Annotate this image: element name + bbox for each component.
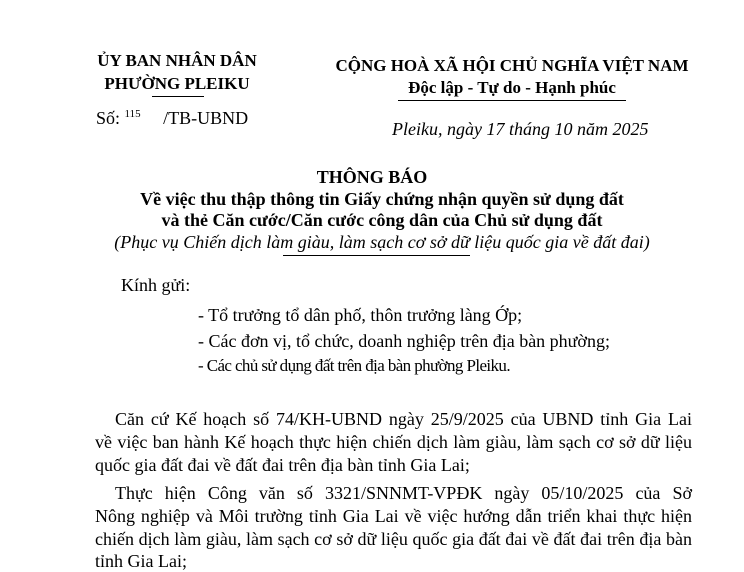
- body-paragraph-1: [95, 408, 692, 454]
- notice-subject-line1: Về việc thu thập thông tin Giấy chứng nhận quyền sử dụng đất: [140, 189, 624, 209]
- agency-name-line1: ỦY BAN NHÂN DÂN: [97, 51, 257, 70]
- paragraph-line: về việc ban hành Kế hoạch thực hiện chiến dịch làm giàu, làm sạch cơ sở dữ liệu: [95, 432, 692, 452]
- subject-underline: [283, 255, 470, 256]
- paragraph-line: tỉnh Gia Lai;: [95, 551, 187, 571]
- date-line: Pleiku, ngày 17 tháng 10 năm 2025: [392, 119, 649, 139]
- paragraph-line: quốc gia đất đai về đất đai trên địa bàn tỉnh Gia Lai;: [95, 455, 470, 475]
- recipient-item: - Các chủ sử dụng đất trên địa bàn phường Pleiku.: [198, 356, 510, 375]
- notice-subject-line3: (Phục vụ Chiến dịch làm giàu, làm sạch cơ sở dữ liệu quốc gia về đất đai): [114, 232, 650, 252]
- recipient-item: - Các đơn vị, tổ chức, doanh nghiệp trên địa bàn phường;: [198, 331, 610, 351]
- document-number: [96, 108, 248, 129]
- motto-underline: [398, 100, 626, 101]
- notice-subject-line2: và thẻ Căn cước/Căn cước công dân của Chủ sử dụng đất: [161, 210, 603, 230]
- recipient-item: - Tổ trưởng tổ dân phố, thôn trưởng làng Ớp;: [198, 305, 523, 325]
- paragraph-line: Thực hiện Công văn số 3321/SNNMT-VPĐK ngày 05/10/2025 của Sở: [115, 483, 692, 503]
- paragraph-line: Nông nghiệp và Môi trường tỉnh Gia Lai về việc hướng dẫn triển khai thực hiện: [95, 506, 692, 526]
- agency-name-line2: PHƯỜNG PLEIKU: [104, 74, 250, 93]
- document-number-suffix: /TB-UBND: [163, 108, 249, 128]
- paragraph-line: Căn cứ Kế hoạch số 74/KH-UBND ngày 25/9/2025 của UBND tỉnh Gia Lai: [115, 409, 692, 429]
- body-paragraph-2: [95, 482, 692, 551]
- recipients-label: Kính gửi:: [121, 275, 191, 295]
- republic-title: CỘNG HOÀ XÃ HỘI CHỦ NGHĨA VIỆT NAM: [335, 56, 689, 75]
- paragraph-line: chiến dịch làm giàu, làm sạch cơ sở dữ liệu quốc gia đất đai về đất đai trên địa bàn: [95, 529, 692, 549]
- agency-underline: [152, 96, 204, 97]
- document-number-value: 115: [124, 108, 141, 120]
- document-number-prefix: Số:: [96, 108, 121, 128]
- notice-title: THÔNG BÁO: [316, 167, 428, 187]
- national-motto: Độc lập - Tự do - Hạnh phúc: [408, 78, 616, 97]
